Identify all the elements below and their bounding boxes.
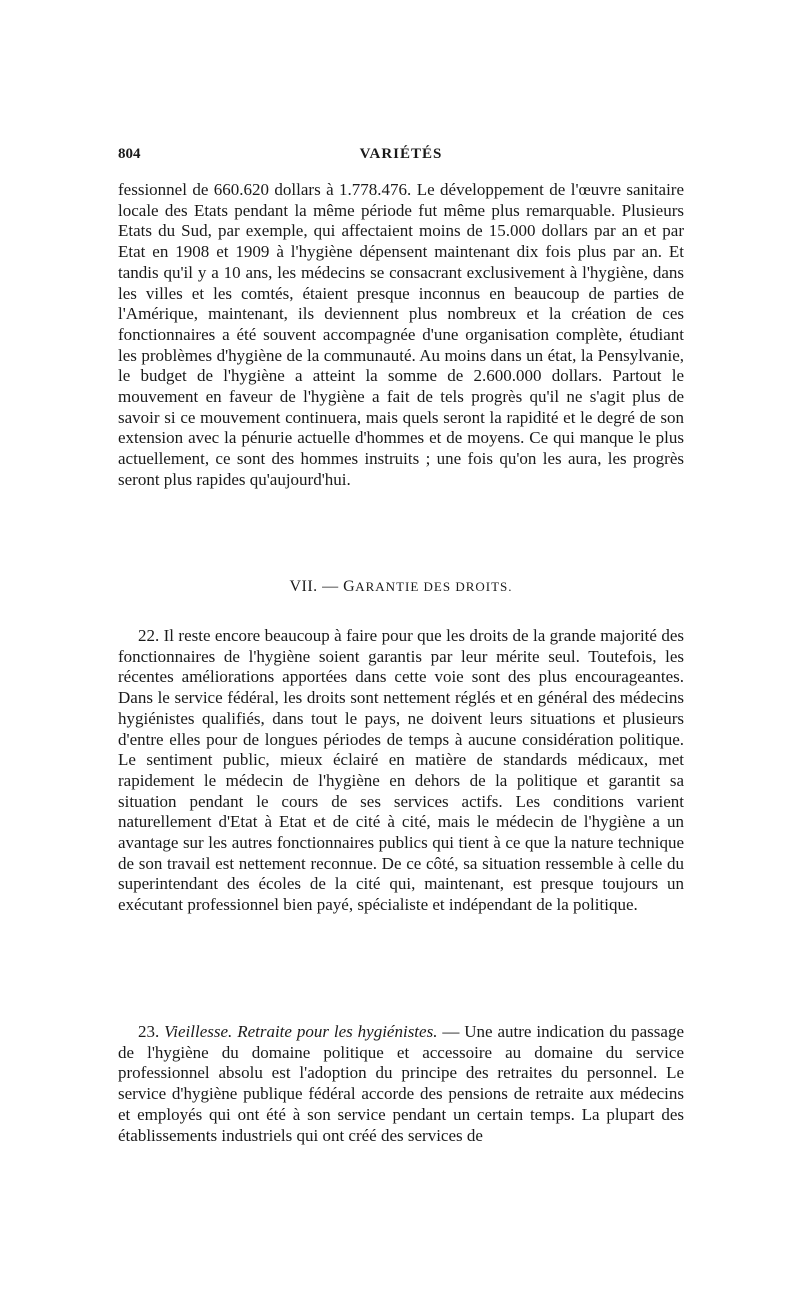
paragraph-23 bbox=[118, 1022, 684, 1146]
paragraph-title: Vieillesse. Retraite pour les hygiénistes. bbox=[164, 1022, 438, 1041]
section-title-initial: G bbox=[343, 578, 356, 595]
page-header bbox=[118, 146, 684, 168]
paragraph-number: 23. bbox=[138, 1022, 160, 1041]
page-number: 804 bbox=[118, 146, 141, 162]
paragraph-22: 22. Il reste encore beaucoup à faire pour que les droits de la grande majorité des fonctionnaires de l'hygiène soient garantis par leur mérite seul. Toutefois, les récentes améliorations apportées dans cette voie sont des plus encourageantes. Dans le service fédéral, les droits sont nettement réglés et en général des médecins hygiénistes qualifiés, dans tout le pays, ne doivent leurs situations et plusieurs d'entre elles pour de longues périodes de temps à aucune considération politique. Le sentiment public, mieux éclairé en matière de standards médicaux, met rapidement le médecin de l'hygiène en dehors de la politique et garantit sa situation pendant le cours de ses services actifs. Les conditions varient naturellement d'Etat à Etat et de cité à cité, mais le médecin de l'hygiène a un avantage sur les autres fonctionnaires publics qui tient à ce que la nature technique de son travail est nettement reconnue. De ce côté, sa situation ressemble à celle du superintendant des écoles de la cité qui, maintenant, est presque toujours un exécutant professionnel bien payé, spécialiste et indépendant de la politique. bbox=[118, 626, 684, 915]
paragraph-text: — Une autre indication du passage de l'hygiène du domaine politique et accessoire au domaine du service professionnel absolu est l'adoption du principe des retraites du personnel. Le service d'hygiène publique fédéral accorde des pensions de retraite aux médecins et employés qui ont été à son service pendant un certain temps. La plupart des établissements industriels qui ont créé des services de bbox=[118, 1022, 685, 1145]
book-page bbox=[118, 0, 684, 1304]
running-head: VARIÉTÉS bbox=[359, 146, 443, 162]
section-heading bbox=[118, 578, 684, 596]
paragraph-continuation: fessionnel de 660.620 dollars à 1.778.476. Le développement de l'œuvre sanitaire locale des Etats pendant la même période fut même plus remarquable. Plusieurs Etats du Sud, par exemple, qui affectaient moins de 15.000 dollars par an et par Etat en 1908 et 1909 à l'hygiène dépensent maintenant dix fois plus par an. Et tandis qu'il y a 10 ans, les médecins se consacrant exclusivement à l'hygiène, dans les villes et les comtés, étaient presque inconnus en beaucoup de parties de l'Amérique, maintenant, ils deviennent plus nombreux et la création de ces fonctionnaires a été souvent accompagnée d'une organisation complète, étudiant les problèmes d'hygiène de la communauté. Au moins dans un état, la Pensylvanie, le budget de l'hygiène a atteint la somme de 2.600.000 dollars. Partout le mouvement en faveur de l'hygiène a fait de tels progrès qu'il ne s'agit plus de savoir si ce mouvement continuera, mais quels seront la rapidité et le degré de son extension avec la pénurie actuelle d'hommes et de moyens. Ce qui manque le plus actuellement, ce sont des hommes instruits ; une fois qu'on les aura, les progrès seront plus rapides qu'aujourd'hui. bbox=[118, 180, 684, 489]
section-title: ARANTIE DES DROITS. bbox=[355, 579, 513, 594]
section-numeral: VII. — bbox=[289, 578, 344, 595]
